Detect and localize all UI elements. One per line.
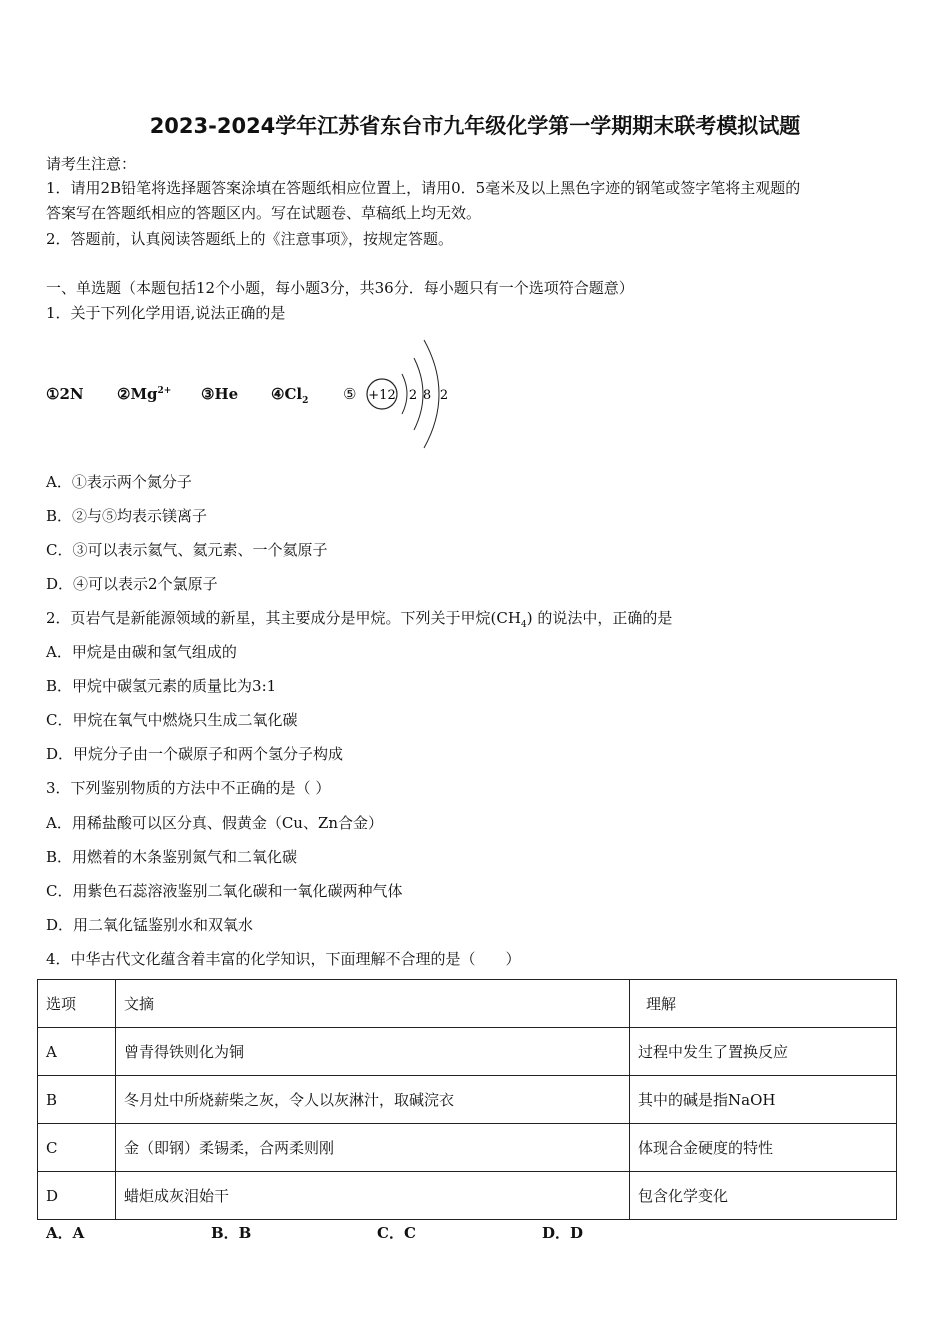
q1-symbol-3: ③He: [201, 385, 239, 403]
q1-option-b: B．②与⑤均表示镁离子: [46, 507, 208, 525]
q2-stem-part-2: ) 的说法中，正确的是: [526, 609, 673, 627]
shell-electrons-2: 8: [422, 388, 432, 403]
table-cell: 金（即钢）柔锡柔，合两柔则刚: [116, 1124, 630, 1172]
table-header-cell: 文摘: [116, 980, 630, 1028]
shell-arc-1: [402, 374, 407, 414]
table-cell: B: [38, 1076, 116, 1124]
q2-option-b: B．甲烷中碳氢元素的质量比为3:1: [46, 677, 277, 695]
q2-option-d: D．甲烷分子由一个碳原子和两个氢分子构成: [46, 745, 344, 763]
notice-line-2: 2．答题前，认真阅读答题纸上的《注意事项》，按规定答题。: [46, 230, 454, 248]
table-row: [38, 1028, 897, 1076]
q4-table: [37, 979, 897, 1220]
table-row: [38, 1076, 897, 1124]
table-header-cell: 选项: [38, 980, 116, 1028]
table-header-cell: 理解: [630, 980, 897, 1028]
table-cell: 其中的碱是指NaOH: [630, 1076, 897, 1124]
shell-electrons-1: 2: [408, 388, 418, 403]
q2-stem: [46, 607, 672, 630]
q1-symbol-2-charge: 2+: [157, 386, 172, 396]
nucleus-charge: +12: [368, 388, 396, 403]
atomic-structure-diagram: [362, 336, 462, 452]
q3-stem: 3．下列鉴别物质的方法中不正确的是（ ）: [46, 779, 331, 797]
table-cell: A: [38, 1028, 116, 1076]
notice-line-1a: 1．请用2B铅笔将选择题答案涂填在答题纸相应位置上，请用0．5毫米及以上黑色字迹的钢笔或签字笔将主观题的: [46, 179, 801, 197]
q1-option-d: D．④可以表示2个氯原子: [46, 575, 218, 593]
q1-option-a: A．①表示两个氮分子: [46, 473, 192, 491]
q2-option-c: C．甲烷在氧气中燃烧只生成二氧化碳: [46, 711, 298, 729]
q4-answer-c: C．C: [377, 1224, 416, 1242]
q3-option-d: D．用二氧化锰鉴别水和双氧水: [46, 916, 254, 934]
page-title: 2023-2024学年江苏省东台市九年级化学第一学期期末联考模拟试题: [149, 114, 801, 138]
notice-line-1b: 答案写在答题纸相应的答题区内。写在试题卷、草稿纸上均无效。: [46, 204, 482, 222]
table-cell: 包含化学变化: [630, 1172, 897, 1220]
table-row: [38, 1124, 897, 1172]
table-header-row: [38, 980, 897, 1028]
q3-option-b: B．用燃着的木条鉴别氮气和二氧化碳: [46, 848, 298, 866]
table-cell: C: [38, 1124, 116, 1172]
table-cell: 蜡炬成灰泪始干: [116, 1172, 630, 1220]
q3-option-c: C．用紫色石蕊溶液鉴别二氧化碳和一氧化碳两种气体: [46, 882, 403, 900]
table-cell: 曾青得铁则化为铜: [116, 1028, 630, 1076]
table-row: [38, 1172, 897, 1220]
q4-answer-a: A．A: [46, 1224, 85, 1242]
q1-symbol-1: ①2N: [46, 385, 84, 403]
table-cell: D: [38, 1172, 116, 1220]
q4-stem: 4．中华古代文化蕴含着丰富的化学知识，下面理解不合理的是（ ）: [46, 950, 521, 968]
q1-symbol-4: [271, 385, 308, 406]
q1-option-c: C．③可以表示氦气、氦元素、一个氦原子: [46, 541, 328, 559]
table-cell: 体现合金硬度的特性: [630, 1124, 897, 1172]
q1-symbol-5-label: ⑤: [343, 385, 357, 403]
table-cell: 过程中发生了置换反应: [630, 1028, 897, 1076]
q1-symbol-4-subscript: 2: [302, 396, 309, 406]
q1-symbol-2: [117, 385, 171, 403]
q2-stem-subscript: 4: [520, 620, 527, 630]
section-heading: 一、单选题（本题包括12个小题，每小题3分，共36分．每小题只有一个选项符合题意）: [46, 279, 634, 297]
q4-answer-b: B．B: [211, 1224, 252, 1242]
q4-answer-d: D．D: [542, 1224, 584, 1242]
q1-stem: 1．关于下列化学用语,说法正确的是: [46, 304, 286, 322]
q1-symbol-4-text: ④Cl: [271, 385, 303, 403]
q3-option-a: A．用稀盐酸可以区分真、假黄金（Cu、Zn合金）: [46, 814, 384, 832]
q2-option-a: A．甲烷是由碳和氢气组成的: [46, 643, 237, 661]
notice-heading: 请考生注意：: [46, 155, 137, 173]
shell-electrons-3: 2: [439, 388, 449, 403]
q1-symbol-2-text: ②Mg: [117, 385, 158, 403]
table-cell: 冬月灶中所烧薪柴之灰，令人以灰淋汁，取碱浣衣: [116, 1076, 630, 1124]
q2-stem-part-1: 2．页岩气是新能源领域的新星，其主要成分是甲烷。下列关于甲烷(CH: [46, 609, 521, 627]
